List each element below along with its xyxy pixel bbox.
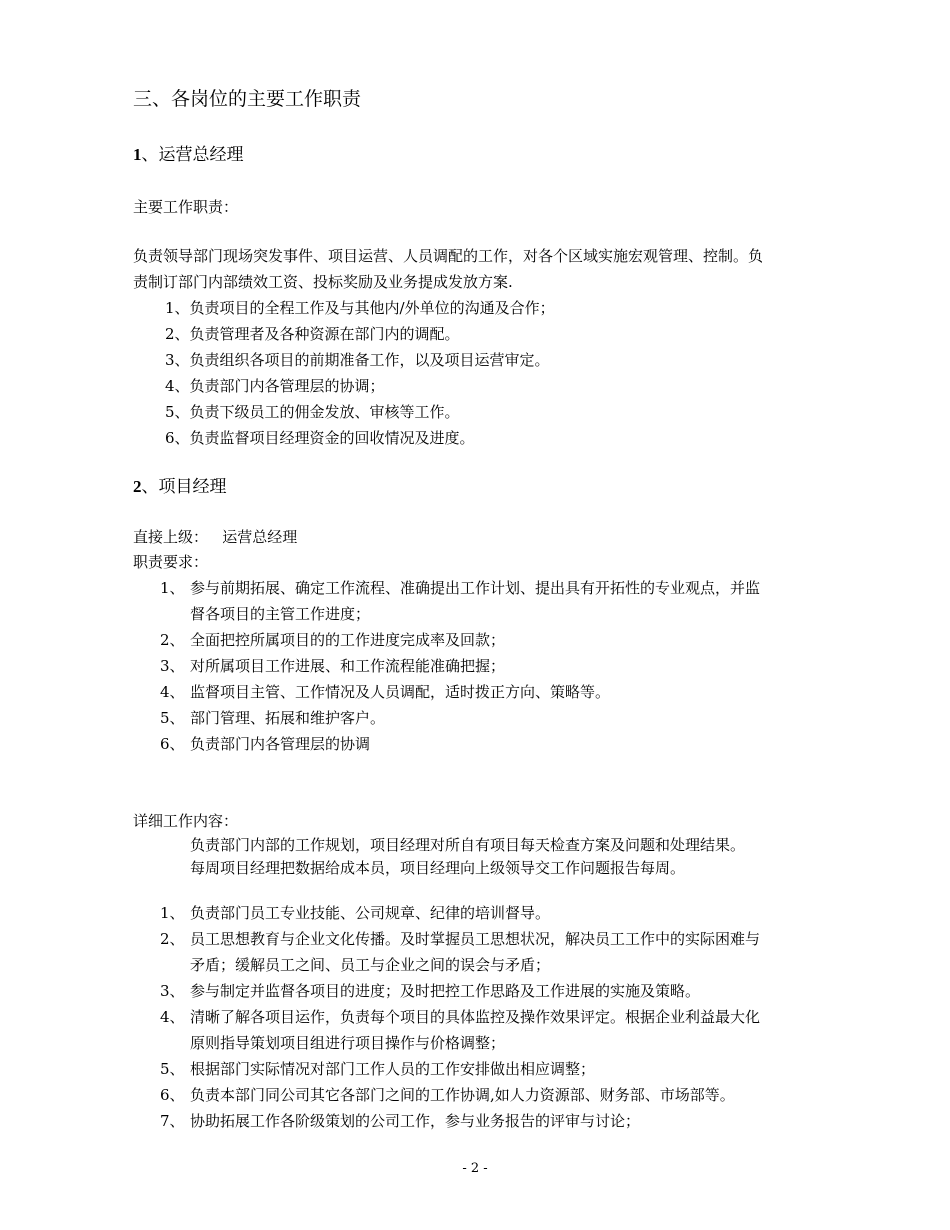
- detail-item-text: 参与制定并监督各项目的进度；及时把控工作思路及工作进展的实施及策略。: [190, 982, 701, 1000]
- detail-item-number: 1、: [160, 904, 185, 922]
- role2-superior: 直接上级： 运营总经理: [133, 528, 298, 546]
- detail-item-number: 3、: [160, 982, 185, 1000]
- role1-item: 4、负责部门内各管理层的协调；: [165, 377, 385, 395]
- detail-item-text-cont: 矛盾；缓解员工之间、员工与企业之间的误会与矛盾；: [190, 956, 551, 974]
- role1-item: 5、负责下级员工的佣金发放、审核等工作。: [165, 403, 460, 421]
- detail-item-text: 根据部门实际情况对部门工作人员的工作安排做出相应调整；: [190, 1060, 596, 1078]
- role1-main-label: 主要工作职责：: [133, 198, 239, 216]
- role1-item: 2、负责管理者及各种资源在部门内的调配。: [165, 325, 460, 343]
- req-item-text: 全面把控所属项目的的工作进度完成率及回款；: [190, 631, 506, 649]
- detail-item-number: 4、: [160, 1008, 185, 1026]
- detail-item-text: 负责本部门同公司其它各部门之间的工作协调,如人力资源部、财务部、市场部等。: [190, 1086, 735, 1104]
- role1-heading: [133, 144, 244, 166]
- detail-item-text: 负责部门员工专业技能、公司规章、纪律的培训督导。: [190, 904, 551, 922]
- detail-item-text: 员工思想教育与企业文化传播。及时掌握员工思想状况，解决员工工作中的实际困难与: [190, 930, 761, 948]
- detail-item-number: 6、: [160, 1086, 185, 1104]
- role2-number: 2: [133, 477, 142, 496]
- role1-intro-line1: 负责领导部门现场突发事件、项目运营、人员调配的工作，对各个区域实施宏观管理、控制。负: [133, 247, 764, 265]
- req-item-text-cont: 督各项目的主管工作进度；: [190, 605, 371, 623]
- role2-req-label: 职责要求：: [133, 553, 209, 571]
- detail-item-number: 5、: [160, 1060, 185, 1078]
- role1-title: 、运营总经理: [141, 145, 244, 165]
- detail-intro-line2: 每周项目经理把数据给成本员，项目经理向上级领导交工作问题报告每周。: [190, 859, 686, 877]
- role1-item: 1、负责项目的全程工作及与其他内/外单位的沟通及合作；: [165, 299, 555, 317]
- section-title: 三、各岗位的主要工作职责: [133, 88, 362, 110]
- detail-label: 详细工作内容：: [133, 812, 239, 830]
- req-item-text: 监督项目主管、工作情况及人员调配，适时拨正方向、策略等。: [190, 683, 611, 701]
- req-item-number: 2、: [160, 631, 185, 649]
- role1-item: 6、负责监督项目经理资金的回收情况及进度。: [165, 429, 475, 447]
- detail-item-number: 2、: [160, 930, 185, 948]
- detail-item-text: 清晰了解各项目运作，负责每个项目的具体监控及操作效果评定。根据企业利益最大化: [190, 1008, 761, 1026]
- detail-item-text-cont: 原则指导策划项目组进行项目操作与价格调整；: [190, 1034, 506, 1052]
- role1-item: 3、负责组织各项目的前期准备工作，以及项目运营审定。: [165, 351, 550, 369]
- role1-number: 1: [133, 145, 142, 164]
- req-item-text: 参与前期拓展、确定工作流程、准确提出工作计划、提出具有开拓性的专业观点，并监: [190, 579, 761, 597]
- detail-item-number: 7、: [160, 1112, 185, 1130]
- req-item-text: 对所属项目工作进展、和工作流程能准确把握；: [190, 657, 506, 675]
- req-item-number: 6、: [160, 735, 185, 753]
- req-item-number: 3、: [160, 657, 185, 675]
- req-item-text: 负责部门内各管理层的协调: [190, 735, 371, 753]
- role1-intro-line2: 责制订部门内部绩效工资、投标奖励及业务提成发放方案.: [133, 273, 513, 291]
- page-number: - 2 -: [462, 1161, 488, 1176]
- req-item-number: 4、: [160, 683, 185, 701]
- req-item-text: 部门管理、拓展和维护客户。: [190, 709, 386, 727]
- detail-intro-line1: 负责部门内部的工作规划，项目经理对所自有项目每天检查方案及问题和处理结果。: [190, 836, 746, 854]
- req-item-number: 5、: [160, 709, 185, 727]
- role2-heading: [133, 476, 227, 498]
- role2-title: 、项目经理: [141, 477, 227, 497]
- req-item-number: 1、: [160, 579, 185, 597]
- detail-item-text: 协助拓展工作各阶级策划的公司工作，参与业务报告的评审与讨论；: [190, 1112, 641, 1130]
